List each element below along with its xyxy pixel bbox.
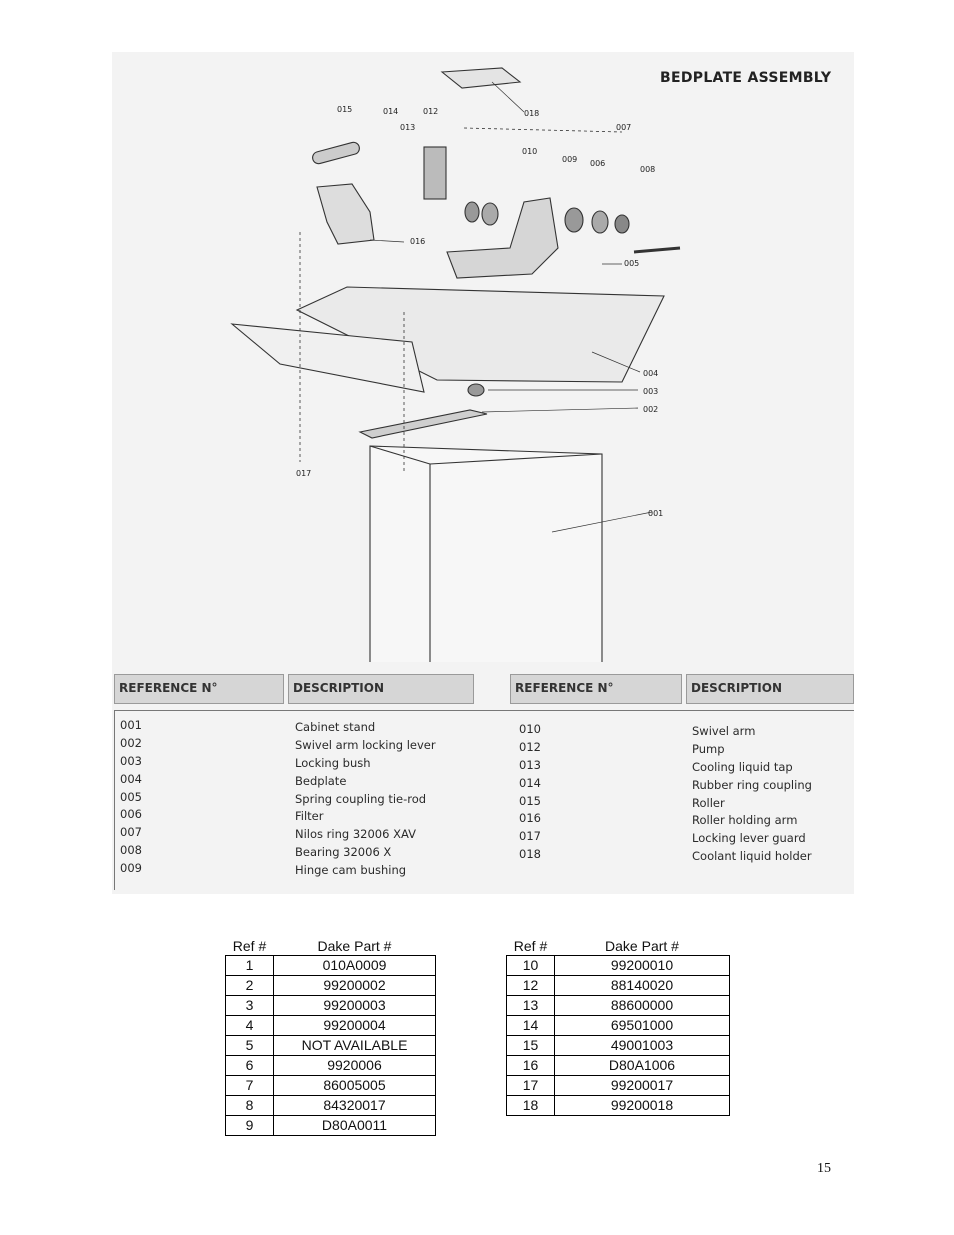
table-row [226, 996, 436, 1016]
part-cell: 88140020 [555, 976, 730, 996]
ref-cell: 5 [226, 1036, 274, 1056]
part-cell: D80A1006 [555, 1056, 730, 1076]
ref-cell: 3 [226, 996, 274, 1016]
part-cell: 99200018 [555, 1096, 730, 1116]
table-row [507, 1096, 730, 1116]
table-row [226, 1036, 436, 1056]
svg-text:009: 009 [562, 155, 578, 164]
legend-desc: Cabinet stand [295, 720, 376, 734]
svg-text:007: 007 [616, 123, 632, 132]
roller-part [311, 141, 360, 165]
table-row [226, 1016, 436, 1036]
ref-cell: 16 [507, 1056, 555, 1076]
svg-text:004: 004 [643, 369, 659, 378]
legend-ref: 003 [120, 753, 142, 768]
part-cell: 9920006 [274, 1056, 436, 1076]
ref-cell: 4 [226, 1016, 274, 1036]
column-header-ref: Ref # [232, 937, 267, 954]
part-cell: 69501000 [555, 1016, 730, 1036]
legend-desc: Coolant liquid holder [692, 849, 812, 864]
legend-desc: Locking bush [295, 755, 371, 770]
legend-header-description: DESCRIPTION [686, 674, 854, 704]
cabinet-stand-part [370, 446, 602, 662]
ref-cell: 10 [507, 956, 555, 976]
svg-text:008: 008 [640, 165, 656, 174]
legend-ref-column [519, 721, 541, 864]
legend-ref: 007 [120, 825, 142, 840]
legend-ref: 010 [519, 722, 541, 736]
table-row [507, 1076, 730, 1096]
part-cell: 84320017 [274, 1096, 436, 1116]
svg-text:017: 017 [296, 469, 312, 478]
legend-ref: 001 [120, 718, 142, 732]
svg-text:012: 012 [423, 107, 439, 116]
svg-text:002: 002 [643, 405, 659, 414]
legend-desc: Locking lever guard [692, 831, 806, 846]
legend-desc: Bedplate [295, 773, 347, 788]
table-row [226, 1076, 436, 1096]
legend-ref: 018 [519, 847, 541, 862]
table-row [226, 1096, 436, 1116]
ref-cell: 13 [507, 996, 555, 1016]
legend-desc-column [692, 723, 812, 866]
part-cell: 99200002 [274, 976, 436, 996]
legend-divider [114, 710, 854, 711]
svg-text:001: 001 [648, 509, 664, 518]
part-cell: 49001003 [555, 1036, 730, 1056]
ref-cell: 7 [226, 1076, 274, 1096]
part-cell: NOT AVAILABLE [274, 1036, 436, 1056]
legend-ref: 004 [120, 771, 142, 786]
table-row [507, 956, 730, 976]
swivel-arm-part [447, 198, 558, 278]
legend-desc: Roller holding arm [692, 813, 798, 828]
legend-desc: Roller [692, 795, 725, 810]
table-row [226, 1056, 436, 1076]
legend-desc: Hinge cam bushing [295, 863, 407, 878]
svg-text:006: 006 [590, 159, 606, 168]
legend-ref: 014 [519, 775, 541, 790]
legend-ref: 005 [120, 789, 142, 804]
legend-ref: 015 [519, 793, 541, 808]
ref-cell: 12 [507, 976, 555, 996]
legend-desc: Nilos ring 32006 XAV [295, 827, 416, 842]
column-header-ref: Ref # [513, 937, 548, 954]
scanned-parts-sheet [112, 52, 854, 894]
legend-desc: Filter [295, 809, 324, 824]
table-row [226, 956, 436, 976]
legend-ref: 016 [519, 811, 541, 826]
legend-desc: Pump [692, 741, 725, 756]
legend-desc: Spring coupling tie-rod [295, 791, 427, 806]
svg-text:014: 014 [383, 107, 399, 116]
svg-text:013: 013 [400, 123, 416, 132]
table-row [226, 976, 436, 996]
legend-divider [114, 710, 115, 890]
ref-cell: 14 [507, 1016, 555, 1036]
legend-ref: 008 [120, 843, 142, 858]
svg-text:010: 010 [522, 147, 538, 156]
part-cell: 86005005 [274, 1076, 436, 1096]
legend-ref: 013 [519, 757, 541, 772]
pump-part [424, 147, 446, 199]
legend-header-reference: REFERENCE N° [510, 674, 682, 704]
table-row [507, 1036, 730, 1056]
legend-ref-column [120, 717, 142, 878]
legend-desc: Cooling liquid tap [692, 759, 793, 774]
legend-desc: Swivel arm locking lever [295, 737, 436, 752]
legend-ref: 006 [120, 807, 142, 822]
legend-header-description: DESCRIPTION [288, 674, 474, 704]
legend-header-reference: REFERENCE N° [114, 674, 284, 704]
legend-desc: Rubber ring coupling [692, 777, 812, 792]
column-header-part: Dake Part # [317, 937, 392, 954]
svg-text:018: 018 [524, 109, 540, 118]
locking-lever-part [360, 410, 487, 438]
legend-ref: 017 [519, 829, 541, 844]
ref-cell: 17 [507, 1076, 555, 1096]
coolant-holder-part [442, 68, 520, 88]
legend-desc: Bearing 32006 X [295, 845, 392, 860]
parts-table-right [506, 936, 730, 1116]
svg-text:016: 016 [410, 237, 426, 246]
legend-ref: 009 [120, 861, 142, 876]
ref-cell: 2 [226, 976, 274, 996]
exploded-assembly-diagram [112, 52, 854, 662]
table-row [226, 1116, 436, 1136]
ref-cell: 6 [226, 1056, 274, 1076]
part-cell: 99200017 [555, 1076, 730, 1096]
ref-cell: 18 [507, 1096, 555, 1116]
assembly-title: BEDPLATE ASSEMBLY [660, 70, 832, 86]
svg-text:015: 015 [337, 105, 353, 114]
legend-desc: Swivel arm [692, 724, 756, 738]
table-row [507, 1016, 730, 1036]
part-cell: 99200004 [274, 1016, 436, 1036]
ref-cell: 15 [507, 1036, 555, 1056]
svg-text:003: 003 [643, 387, 659, 396]
part-cell: D80A0011 [274, 1116, 436, 1136]
legend-desc-column [295, 719, 436, 880]
table-row [507, 1056, 730, 1076]
part-cell: 99200010 [555, 956, 730, 976]
parts-table-left [225, 936, 436, 1136]
roller-arm-part [317, 184, 374, 244]
legend-ref: 002 [120, 735, 142, 750]
ref-cell: 1 [226, 956, 274, 976]
column-header-part: Dake Part # [605, 937, 679, 954]
part-cell: 99200003 [274, 996, 436, 1016]
ref-cell: 9 [226, 1116, 274, 1136]
part-cell: 010A0009 [274, 956, 436, 976]
table-row [507, 976, 730, 996]
legend-ref: 012 [519, 739, 541, 754]
svg-text:005: 005 [624, 259, 640, 268]
table-row [507, 996, 730, 1016]
part-cell: 88600000 [555, 996, 730, 1016]
ref-cell: 8 [226, 1096, 274, 1116]
page-number: 15 [817, 1161, 831, 1176]
